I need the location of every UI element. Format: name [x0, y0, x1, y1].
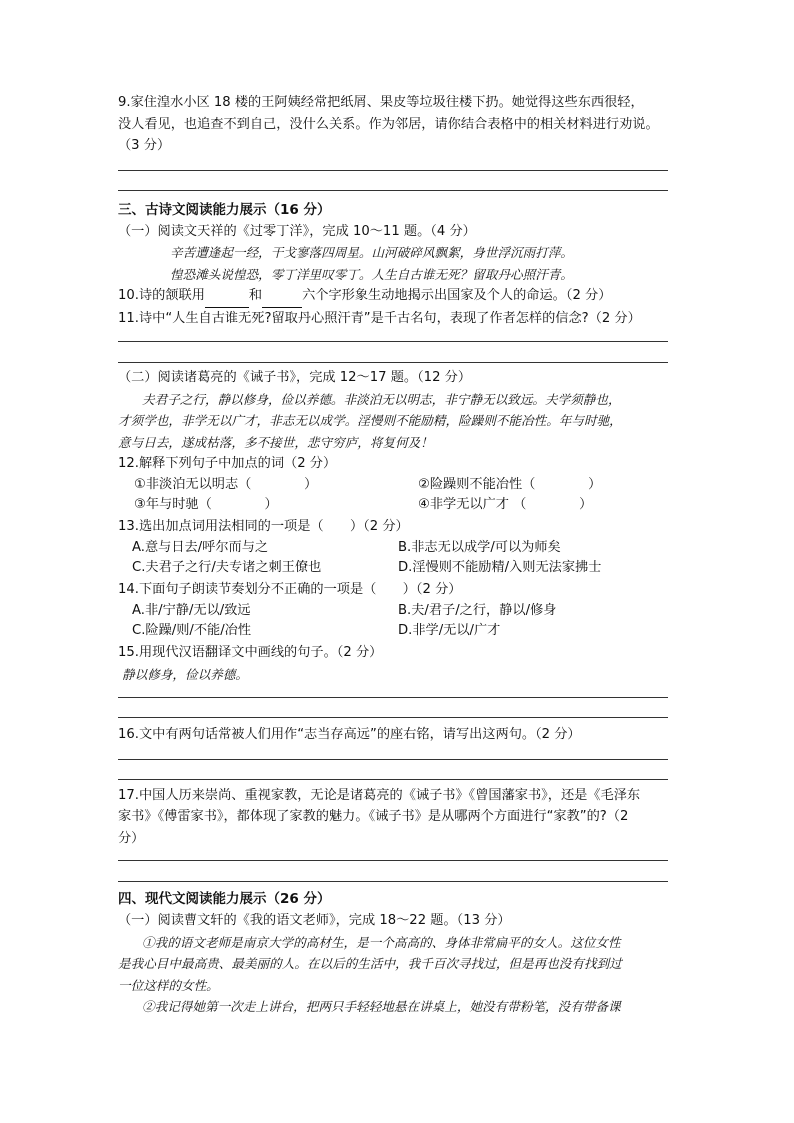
- q12-row2: [118, 495, 668, 516]
- para1-line3: 一位这样的女性。: [118, 977, 219, 993]
- passage-line3: 意与日去，遂成枯落，多不接世，悲守穷庐，将复何及！: [118, 434, 433, 450]
- passage-line1: 夫君子之行，静以修身，俭以养德。非淡泊无以明志，非宁静无以致远。夫学须静也，: [142, 391, 621, 407]
- exam-page: [118, 92, 668, 1018]
- q10-text-a: 10.诗的颔联用: [118, 288, 205, 303]
- q13-option-b[interactable]: B.非志无以成学/可以为师矣: [398, 539, 561, 555]
- q10-blank1[interactable]: [205, 285, 249, 308]
- q14-row1: [118, 601, 668, 622]
- q14: 14.下面句子朗读节奏划分不正确的一项是（ ）（2 分）: [118, 582, 462, 598]
- passage-line2: 才须学也，非学无以广才，非志无以成学。淫慢则不能励精，险躁则不能冶性。年与时驰，: [118, 413, 622, 428]
- section4-part1-title: （一）阅读曹文轩的《我的语文老师》，完成 18～22 题。（13 分）: [118, 913, 511, 929]
- section4-title: 四、现代文阅读能力展示（26 分）: [118, 891, 331, 908]
- para1-line1: ①我的语文老师是南京大学的高材生，是一个高高的、身体非常扁平的女人。这位女性: [142, 934, 621, 950]
- q12: 12.解释下列句子中加点的词（2 分）: [118, 456, 337, 471]
- q13-option-a[interactable]: A.意与日去/呼尔而与之: [132, 539, 269, 555]
- para2-line1: ②我记得她第一次走上讲台，把两只手轻轻地悬在讲桌上，她没有带粉笔，没有带备课: [142, 999, 621, 1015]
- q10: [118, 285, 668, 308]
- q9-line2: 没人看见，也追查不到自己，没什么关系。作为邻居，请你结合表格中的相关材料进行劝说。: [118, 116, 659, 132]
- part2-title: （二）阅读诸葛亮的《诫子书》，完成 12～17 题。（12 分）: [118, 370, 472, 385]
- q14-option-a[interactable]: A.非/宁静/无以/致远: [132, 602, 251, 618]
- q13-row1: [118, 538, 668, 559]
- q14-option-b[interactable]: B.夫/君子/之行，静以/修身: [398, 602, 557, 618]
- para1-line2: 是我心目中最高贵、最美丽的人。在以后的生活中，我千百次寻找过，但是再也没有找到过: [118, 956, 622, 972]
- q12-item: ②险躁则不能冶性（ ）: [418, 476, 602, 492]
- q14-option-d[interactable]: D.非学/无以/广才: [398, 623, 501, 639]
- q10-blank2[interactable]: [262, 285, 302, 308]
- q9-line3: （3 分）: [118, 138, 171, 153]
- q17-line3: 分）: [118, 830, 145, 846]
- q15: 15.用现代汉语翻译文中画线的句子。（2 分）: [118, 645, 383, 661]
- q9-line1: 9.家住湟水小区 18 楼的王阿姨经常把纸屑、果皮等垃圾往楼下扔。她觉得这些东西很轻，: [118, 95, 644, 110]
- q11: 11.诗中“人生自古谁无死?留取丹心照汗青”是千古名句，表现了作者怎样的信念?（2 分）: [118, 310, 641, 326]
- q15-sentence: 静以修身，俭以养德。: [122, 666, 248, 682]
- q10-text-b: 和: [248, 288, 263, 303]
- q12-item: ④非学无以广才 （ ）: [418, 497, 593, 513]
- q16: 16.文中有两句话常被人们用作“志当存高远”的座右铭，请写出这两句。（2 分）: [118, 727, 581, 743]
- q17-line2: 家书》《傅雷家书》，都体现了家教的魅力。《诫子书》是从哪两个方面进行“家教”的?（2: [118, 809, 629, 825]
- poem-line1: 辛苦遭逢起一经，干戈寥落四周星。山河破碎风飘絮，身世浮沉雨打萍。: [170, 245, 573, 260]
- q13-option-c[interactable]: C.夫君子之行/夫专诸之刺王僚也: [132, 560, 322, 576]
- q12-item: ①非淡泊无以明志（ ）: [134, 476, 318, 492]
- q14-row2: [118, 621, 668, 642]
- q12-item: ③年与时驰（ ）: [134, 497, 278, 513]
- section3-title: 三、古诗文阅读能力展示（16 分）: [118, 201, 331, 218]
- part1-title: （一）阅读文天祥的《过零丁洋》，完成 10～11 题。（4 分）: [118, 223, 476, 239]
- poem-line2: 惶恐滩头说惶恐，零丁洋里叹零丁。人生自古谁无死？留取丹心照汗青。: [170, 266, 573, 282]
- q13: 13.选出加点词用法相同的一项是（ ）（2 分）: [118, 519, 409, 535]
- q13-option-d[interactable]: D.淫慢则不能励精/入则无法家拂士: [398, 560, 602, 576]
- q13-row2: [118, 558, 668, 579]
- q17-line1: 17.中国人历来崇尚、重视家教，无论是诸葛亮的《诫子书》《曾国藩家书》，还是《毛泽东: [118, 787, 641, 803]
- q12-row1: [118, 475, 668, 496]
- q10-text-c: 六个字形象生动地揭示出国家及个人的命运。（2 分）: [302, 288, 612, 303]
- q14-option-c[interactable]: C.险躁/则/不能/冶性: [132, 623, 252, 639]
